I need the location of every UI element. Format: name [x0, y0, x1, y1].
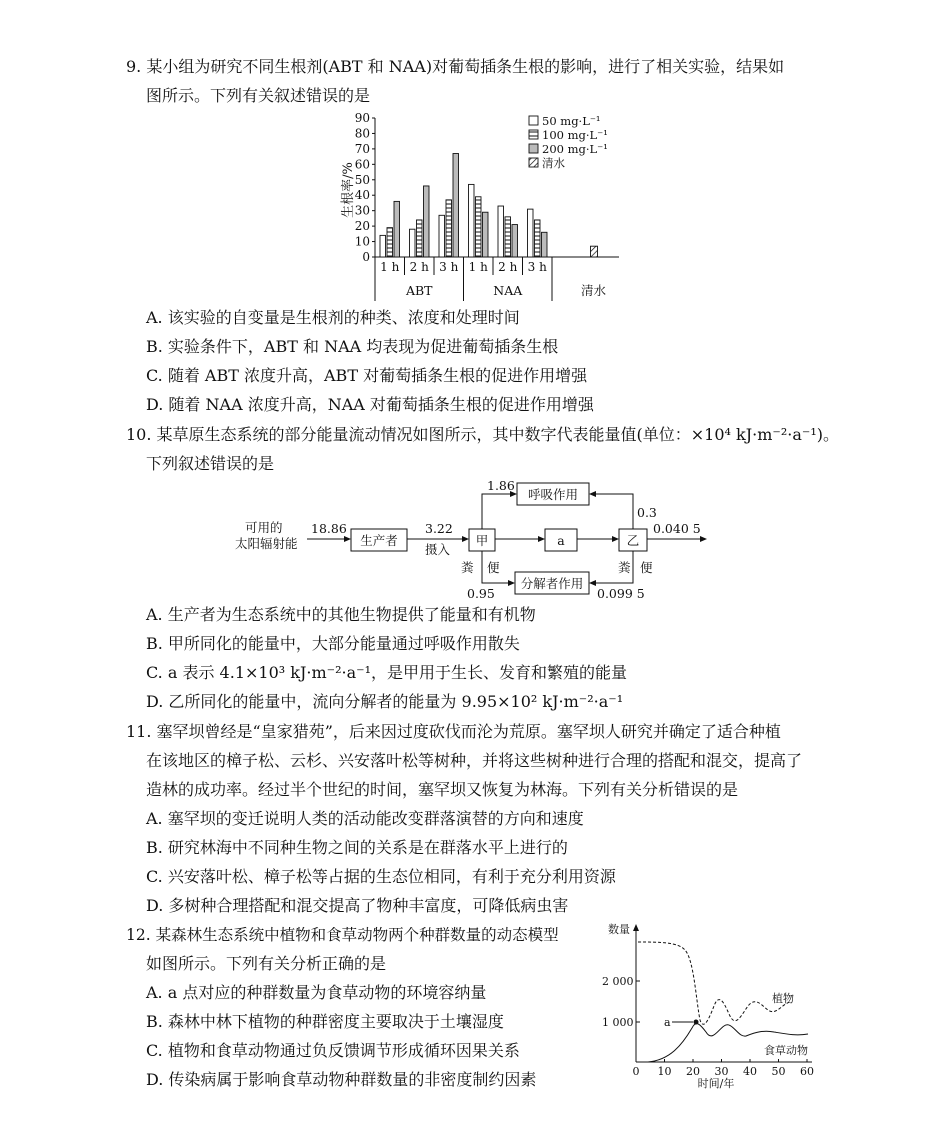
solar-label-2: 太阳辐射能 [235, 536, 298, 551]
y-tick-label: 70 [354, 141, 370, 156]
x-tick-label: 20 [686, 1065, 700, 1078]
x-tick-label: 30 [714, 1065, 729, 1078]
arrow-head [700, 536, 707, 542]
y-tick-label: 30 [354, 203, 370, 218]
group-label-NAA: NAA [493, 283, 523, 298]
x-tick-label: 1 h [380, 260, 400, 274]
value-resp-jia: 1.86 [487, 478, 515, 493]
yi-label: 乙 [626, 533, 640, 548]
producer-label: 生产者 [360, 533, 398, 548]
feces-jia-1: 粪 [461, 560, 474, 575]
x-tick-label: 2 h [409, 260, 429, 274]
q11-stem-line3: 造林的成功率。经过半个世纪的时间，塞罕坝又恢复为林海。下列有关分析错误的是 [146, 780, 739, 799]
q10-option-a: A. 生产者为生态系统中的其他生物提供了能量和有机物 [146, 605, 536, 624]
group-label-ABT: ABT [405, 283, 433, 298]
legend-swatch [529, 130, 538, 139]
graph-x-label: 时间/年 [697, 1077, 735, 1090]
x-tick-label: 0 [632, 1065, 640, 1078]
arrow-head [538, 536, 545, 542]
bar-water [591, 246, 598, 257]
intake-label: 摄入 [425, 542, 451, 557]
q11-option-b: B. 研究林海中不同种生物之间的关系是在群落水平上进行的 [146, 838, 568, 857]
x-tick-label: 50 [771, 1065, 786, 1078]
arrow-head [612, 536, 619, 542]
arrow-head [633, 924, 639, 931]
y-tick-2000: 2 000 [602, 975, 634, 988]
bar-NAA-2h-200 [512, 225, 518, 257]
q12-stem-line2: 如图所示。下列有关分析正确的是 [146, 954, 387, 973]
q12-option-a: A. a 点对应的种群数量为食草动物的环境容纳量 [146, 983, 487, 1002]
x-tick-label: 1 h [468, 260, 488, 274]
arrow-head [344, 536, 351, 542]
legend-swatch [529, 116, 538, 125]
q12-stem-line1: 12. 某森林生态系统中植物和食草动物两个种群数量的动态模型 [126, 926, 559, 944]
decomposer-label: 分解者作用 [520, 576, 584, 591]
x-tick-label: 3 h [439, 260, 459, 274]
q12-option-b: B. 森林中林下植物的种群密度主要取决于土壤湿度 [146, 1012, 504, 1031]
x-tick-label: 40 [743, 1065, 757, 1078]
bar-NAA-3h-200 [542, 232, 548, 257]
bar-ABT-2h-100 [417, 220, 423, 257]
value-resp-yi: 0.3 [637, 505, 657, 520]
graph-y-label: 数量 [608, 923, 630, 936]
q10-stem-line1: 10. 某草原生态系统的部分能量流动情况如图所示，其中数字代表能量值(单位：×10⁴ kJ·m⁻²·a⁻¹)。 [126, 425, 839, 444]
arrow-jia-resp [482, 494, 513, 529]
feces-yi-1: 粪 [618, 560, 631, 575]
q9-option-c: C. 随着 ABT 浓度升高，ABT 对葡萄插条生根的促进作用增强 [146, 366, 588, 385]
value-feces-jia: 0.95 [467, 586, 495, 601]
arrow-head [462, 536, 469, 542]
bar-ABT-1h-200 [394, 201, 400, 257]
bar-ABT-2h-50 [410, 229, 416, 257]
y-tick-label: 60 [354, 157, 370, 172]
q11-stem-line1: 11. 塞罕坝曾经是“皇家猎苑”，后来因过度砍伐而沦为荒原。塞罕坝人研究并确定了适合种植 [126, 722, 781, 741]
q10-option-b: B. 甲所同化的能量中，大部分能量通过呼吸作用散失 [146, 634, 520, 653]
legend-label: 清水 [542, 156, 565, 170]
q10-option-d: D. 乙所同化的能量中，流向分解者的能量为 9.95×10² kJ·m⁻²·a⁻¹ [146, 692, 624, 711]
y-tick-label: 40 [354, 188, 370, 203]
value-feces-yi: 0.099 5 [597, 586, 645, 601]
q9-bar-chart [330, 110, 630, 305]
q10-stem-line2: 下列叙述错误的是 [146, 454, 275, 473]
legend-label: 50 mg·L⁻¹ [542, 114, 601, 128]
legend-swatch [529, 144, 538, 153]
y-axis-label: 生根率/% [341, 162, 356, 218]
x-tick-label: 2 h [498, 260, 518, 274]
q11-option-c: C. 兴安落叶松、樟子松等占据的生态位相同，有利于充分利用资源 [146, 867, 616, 886]
q11-option-d: D. 多树种合理搭配和混交提高了物种丰富度，可降低病虫害 [146, 896, 569, 915]
arrow-head [508, 580, 515, 586]
q12-option-d: D. 传染病属于影响食草动物种群数量的非密度制约因素 [146, 1070, 537, 1089]
legend-swatch [529, 158, 538, 167]
q9-option-a: A. 该实验的自变量是生根剂的种类、浓度和处理时间 [146, 308, 520, 327]
q12-option-c: C. 植物和食草动物通过负反馈调节形成循环因果关系 [146, 1041, 520, 1060]
bar-ABT-3h-50 [439, 215, 445, 257]
plant-label: 植物 [772, 992, 794, 1005]
bar-ABT-3h-200 [453, 154, 459, 257]
x-tick-label: 10 [657, 1065, 672, 1078]
a-label: a [557, 533, 565, 548]
point-a [694, 1020, 699, 1025]
y-tick-label: 20 [354, 219, 370, 234]
bar-ABT-2h-200 [424, 186, 430, 257]
y-tick-label: 10 [354, 234, 370, 249]
respiration-label: 呼吸作用 [527, 487, 579, 502]
bar-ABT-1h-100 [387, 228, 393, 257]
bar-NAA-3h-100 [535, 220, 541, 257]
y-tick-label: 90 [354, 111, 370, 125]
bar-NAA-3h-50 [528, 209, 534, 257]
q11-option-a: A. 塞罕坝的变迁说明人类的活动能改变群落演替的方向和速度 [146, 809, 584, 828]
y-tick-label: 80 [354, 126, 370, 141]
x-tick-label: 3 h [527, 260, 547, 274]
arrow-head [589, 580, 596, 586]
y-tick-label: 50 [354, 172, 370, 187]
q9-stem-line1: 9. 某小组为研究不同生根剂(ABT 和 NAA)对葡萄插条生根的影响，进行了相关实验，结果如 [126, 57, 785, 76]
q9-option-d: D. 随着 NAA 浓度升高，NAA 对葡萄插条生根的促进作用增强 [146, 395, 594, 414]
arrow-head [589, 491, 596, 497]
y-tick-label: 0 [362, 250, 370, 264]
arrow-yi-resp [593, 494, 633, 529]
feces-jia-2: 便 [487, 560, 500, 575]
y-tick-1000: 1 000 [602, 1016, 634, 1029]
feces-yi-2: 便 [640, 560, 653, 575]
x-tick-label: 60 [800, 1065, 814, 1078]
value-intake: 3.22 [425, 521, 453, 536]
q9-option-b: B. 实验条件下，ABT 和 NAA 均表现为促进葡萄插条生根 [146, 337, 559, 356]
jia-label: 甲 [475, 533, 489, 548]
bar-NAA-1h-50 [469, 184, 475, 257]
energy-flow-diagram [235, 475, 725, 605]
bar-ABT-3h-100 [446, 200, 452, 257]
plant-curve [638, 942, 790, 1024]
bar-NAA-1h-200 [483, 212, 489, 257]
legend-label: 200 mg·L⁻¹ [542, 142, 608, 156]
herbivore-label: 食草动物 [764, 1044, 808, 1057]
legend-label: 100 mg·L⁻¹ [542, 128, 608, 142]
q10-option-c: C. a 表示 4.1×10³ kJ·m⁻²·a⁻¹，是甲用于生长、发育和繁殖的能量 [146, 663, 627, 682]
group-label-water: 清水 [580, 283, 607, 298]
q11-stem-line2: 在该地区的樟子松、云杉、兴安落叶松等树种，并将这些树种进行合理的搭配和混交，提高了 [146, 751, 803, 770]
bar-ABT-1h-50 [380, 235, 386, 257]
solar-label-1: 可用的 [245, 520, 283, 535]
q9-stem-line2: 图所示。下列有关叙述错误的是 [146, 86, 371, 105]
value-solar-in: 18.86 [311, 521, 347, 536]
bar-NAA-2h-100 [505, 217, 511, 257]
point-a-label: a [664, 1016, 671, 1029]
value-yi-out: 0.040 5 [653, 521, 701, 536]
population-dynamics-graph [600, 920, 820, 1090]
bar-NAA-1h-100 [476, 197, 482, 257]
bar-NAA-2h-50 [498, 206, 504, 257]
